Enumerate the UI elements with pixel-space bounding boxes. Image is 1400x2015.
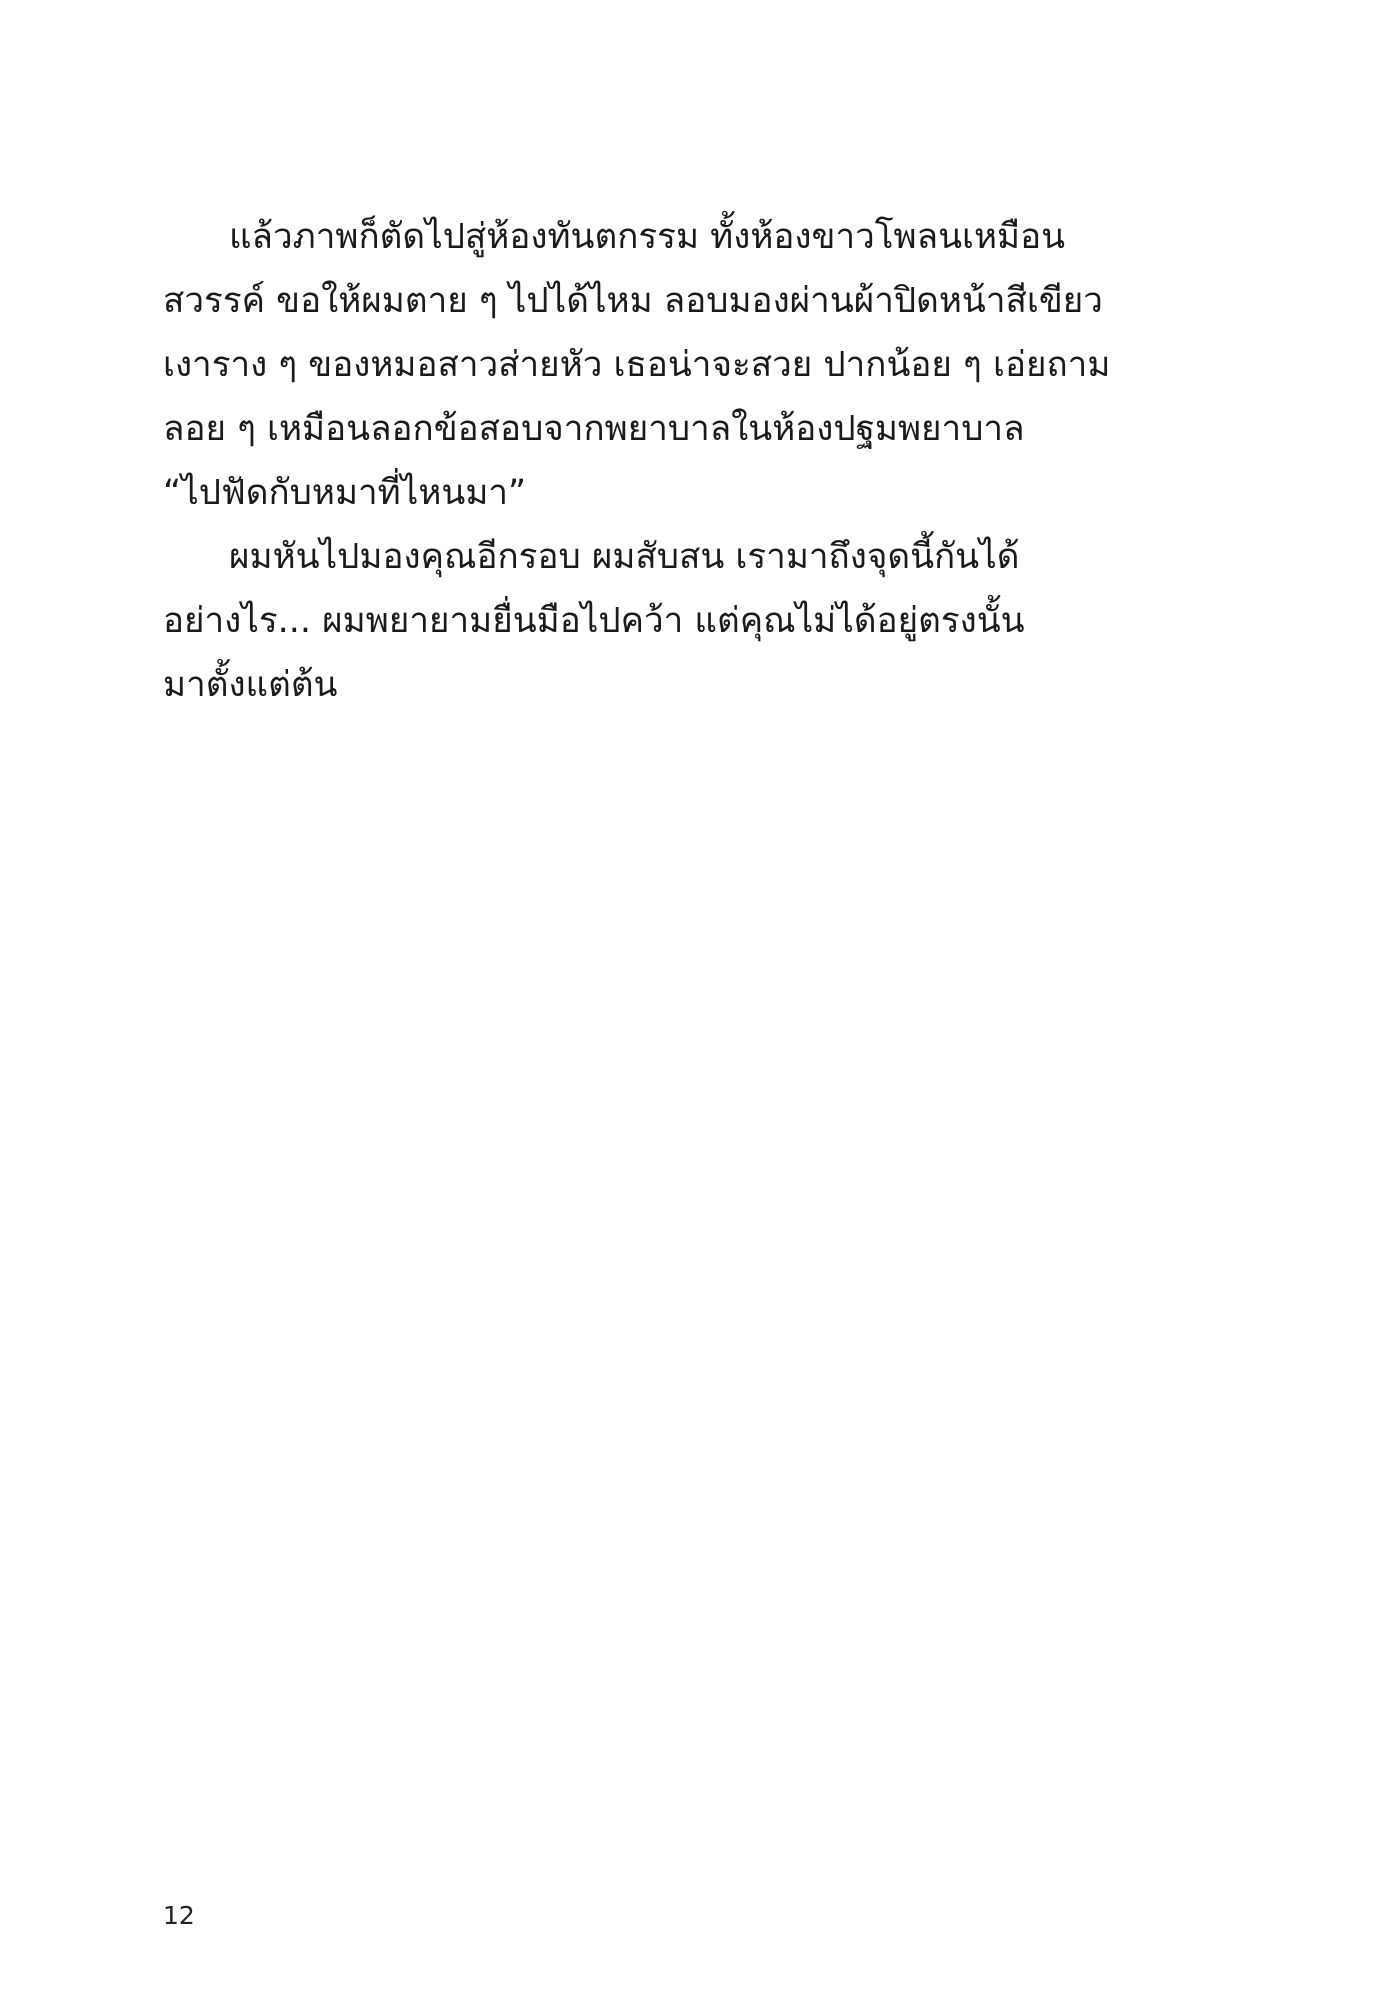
paragraph-2-line-1: ผมหันไปมองคุณอีกรอบ ผมสับสน เรามาถึงจุดนี้กันได้: [229, 537, 1020, 577]
paragraph-1-line-4: ลอย ๆ เหมือนลอกข้อสอบจากพยาบาลในห้องปฐมพยาบาล: [163, 409, 1025, 449]
page-number: 12: [163, 1901, 195, 1930]
paragraph-1-line-5: “ไปฟัดกับหมาที่ไหนมา”: [163, 473, 527, 513]
body-text: [163, 205, 1133, 717]
paragraph-1-line-2: สวรรค์ ขอให้ผมตาย ๆ ไปได้ไหม ลอบมองผ่านผ้าปิดหน้าสีเขียว: [163, 281, 1103, 321]
paragraph-2-line-2: อย่างไร... ผมพยายามยื่นมือไปคว้า แต่คุณไม่ได้อยู่ตรงนั้น: [163, 601, 1025, 641]
paragraph-1-line-3: เงาราง ๆ ของหมอสาวส่ายหัว เธอน่าจะสวย ปากน้อย ๆ เอ่ยถาม: [163, 345, 1111, 385]
paragraph-2-line-3: มาตั้งแต่ต้น: [163, 665, 338, 705]
paragraph-1-line-1: แล้วภาพก็ตัดไปสู่ห้องทันตกรรม ทั้งห้องขาวโพลนเหมือน: [229, 217, 1066, 257]
